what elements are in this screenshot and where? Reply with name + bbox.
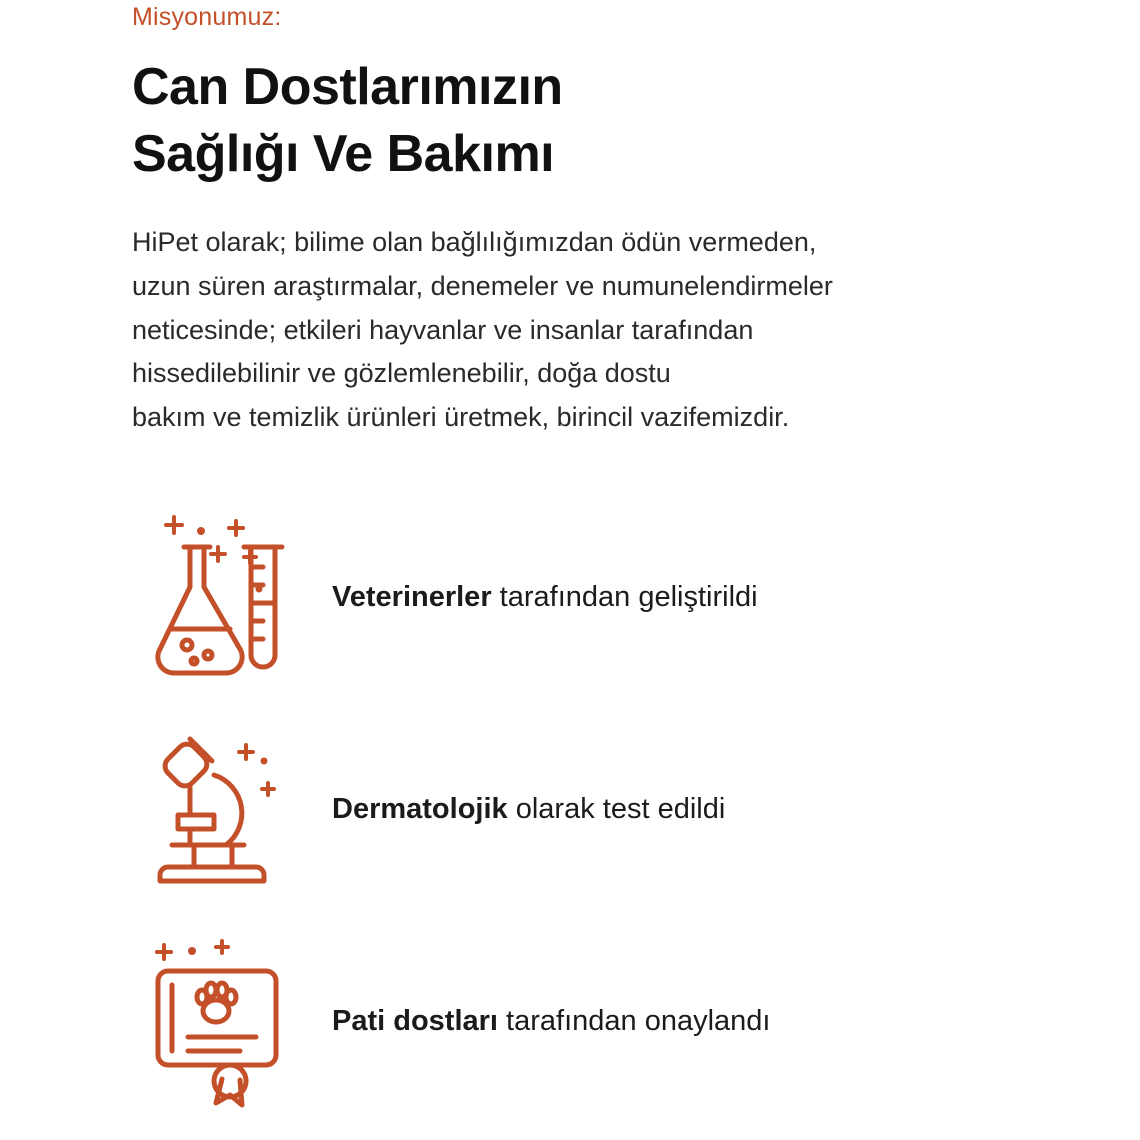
mission-paragraph [132,221,1032,440]
list-item [132,916,1080,1128]
feature-label [332,791,725,829]
paragraph-line-5: bakım ve temizlik ürünleri üretmek, birincil vazifemizdir. [132,402,790,433]
page-title [132,54,1080,187]
certificate-paw-icon [132,927,302,1117]
microscope-icon [132,715,302,905]
paragraph-line-1: HiPet olarak; bilime olan bağlılığımızdan ödün vermeden, [132,227,817,258]
list-item [132,492,1080,704]
feature-strong-text: Pati dostları [332,1004,498,1037]
feature-rest-text: tarafından onaylandı [498,1004,771,1037]
list-item [132,704,1080,916]
feature-rest-text: olarak test edildi [507,792,726,825]
headline-line-1: Can Dostlarımızın [132,58,563,116]
paragraph-line-4: hissedilebilinir ve gözlemlenebilir, doğa dostu [132,358,671,389]
feature-strong-text: Veterinerler [332,580,492,613]
feature-strong-text: Dermatolojik [332,792,508,825]
feature-list [132,492,1080,1128]
eyebrow-label: Misyonumuz: [132,3,282,31]
flask-test-tube-icon [132,503,302,693]
paragraph-line-3: neticesinde; etkileri hayvanlar ve insanlar tarafından [132,314,754,345]
headline-line-2: Sağlığı Ve Bakımı [132,124,555,183]
feature-label [332,579,758,617]
feature-rest-text: tarafından geliştirildi [491,580,758,613]
paragraph-line-2: uzun süren araştırmalar, denemeler ve numunelendirmeler [132,270,833,301]
feature-label [332,1003,770,1041]
